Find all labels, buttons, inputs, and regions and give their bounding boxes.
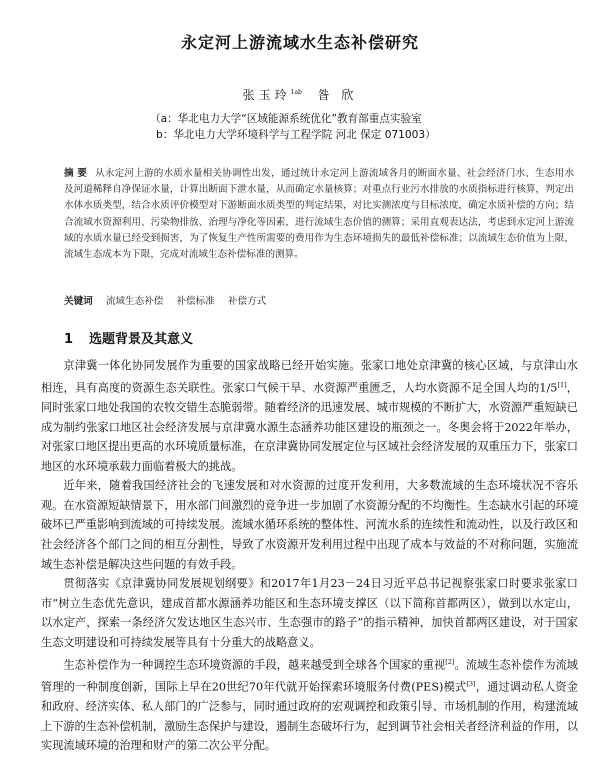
keywords — [64, 293, 574, 307]
paragraph-4 — [41, 653, 578, 756]
keyword-3: 补偿方式 — [227, 296, 267, 307]
abstract — [64, 166, 574, 263]
paragraph-2-text: 近年来，随着我国经济社会的飞速发展和对水资源的过度开发利用，大多数流域的生态环境状况不容乐观。在水资源短缺情景下，用水部门间激烈的竞争进一步加剧了水资源分配的不均衡性。生态缺水引起的环境破坏已严重影响到流域的可持续发展。流域水循环系统的整体性、河流水系的连续性和流动性，以及行政区和社会经济各个部门之间的相互分割性，导致了水资源开发利用过程中出现了成本与效益的不对称问题，实施流域生态补偿是解决这些问题的有效手段。 — [41, 479, 579, 571]
paragraph-4-text-a: 生态补偿作为一种调控生态环境资源的手段，越来越受到全球各个国家的重视 — [63, 658, 446, 672]
paragraph-4-text-b: 。流域生态补偿作为流域管理的一种制度创新，国际上早在20世纪70年代就开始探索环境服务付费(PES)模式 — [41, 658, 578, 694]
citation-3: [3] — [466, 679, 476, 688]
citation-1: [1] — [557, 380, 567, 389]
keyword-1: 流域生态补偿 — [105, 296, 164, 307]
paper-title: 永定河上游流域水生态补偿研究 — [180, 33, 419, 52]
citation-2: [2] — [445, 657, 455, 666]
paragraph-3 — [41, 574, 578, 652]
paragraph-1-text-a: 京津冀一体化协同发展作为重要的国家战略已经开始实施。张家口地处京津冀的核心区域，与京津山水相连，具有高度的资源生态关联性。张家口气候干旱、水资源严重匮乏，人均水资源不足全国人均的1/5 — [41, 359, 578, 395]
abstract-text: 从永定河上游的水质水量相关协调性出发，通过统计永定河上游流域各月的断面水量、社会经济门水、生态用水及河道稀释自净保证水量，计算出断面下泄水量，从而确定水量核算；对重点行业污水排放的水质指标进行核算，判定出水体水质类型，结合水质评价模型对下游断面水质类型的判定结果，对比实测浓度与目标浓度，确定水质补偿的方向；结合流域水资源利用、污染物排放、治理与净化等因素，进行流域生态价值的测算；采用直观表达法，考虑到永定河上游流域的水质水量已经受到损害，为了恢复生产性所需要的费用作为生态环境损失的最低补偿标准；以流域生态价值为上限，流域生态成本为下限，完成对流域生态补偿标准的测算。 — [64, 168, 575, 261]
author-2: 昝 欣 — [317, 88, 358, 102]
section-title: 选题背景及其意义 — [89, 332, 194, 347]
keywords-label: 关键词 — [64, 296, 93, 307]
section-number: 1 — [64, 332, 74, 347]
affiliation-a: （a：华北电力大学“区域能源系统优化”教育部重点实验室 — [150, 113, 422, 125]
paragraph-3-text: 贯彻落实《京津冀协同发展规划纲要》和2017年1月23－24日习近平总书记视察张家口时要求张家口市“树立生态优先意识，建成首都水源涵养功能区和生态环境支撑区（以下简称首都两区），做到以水定山，以水定产，探索一条经济欠发达地区生态兴市、生态强市的路子”的指示精神，加快首都两区建设，对于国家生态文明建设和可持续发展等具有十分重大的战略意义。 — [41, 577, 578, 650]
keyword-2: 补偿标准 — [176, 296, 215, 307]
paragraph-2 — [41, 476, 578, 574]
body-text — [41, 356, 578, 756]
paragraph-1-text-b: ，同时张家口地处我国的农牧交错生态脆弱带。随着经济的迅速发展、城市规模的不断扩大，水资源严重短缺已成为制约张家口地区社会经济发展与京津冀水源生态涵养功能区建设的瓶颈之一。冬奥会将于2022年举办，对张家口地区提出更高的水环境质量标准，在京津冀协同发展定位与区域社会经济发展的双重压力下，张家口地区的水环境承载力面临着极大的挑战。 — [41, 381, 579, 473]
author-1: 张玉玲 — [242, 88, 291, 102]
abstract-label: 摘 要 — [64, 168, 88, 179]
section-heading — [64, 328, 193, 347]
paragraph-4-text-c: ，通过调动私人资金和政府、经济实体、私人部门的广泛参与，同时通过政府的宏观调控和政策引导、市场机制的作用，构建流域上下游的生态补偿机制，激励生态保护与建设，遏制生态破坏行为，起到调节社会相关者经济利益的作用，以实现流域环境的治理和财产的第二次公平分配。 — [41, 680, 579, 753]
author-line — [0, 86, 600, 103]
paragraph-1 — [41, 356, 578, 476]
author-1-affil-mark: 1ab — [290, 89, 302, 96]
affiliation-b: b：华北电力大学环境科学与工程学院 河北 保定 071003） — [156, 129, 436, 141]
